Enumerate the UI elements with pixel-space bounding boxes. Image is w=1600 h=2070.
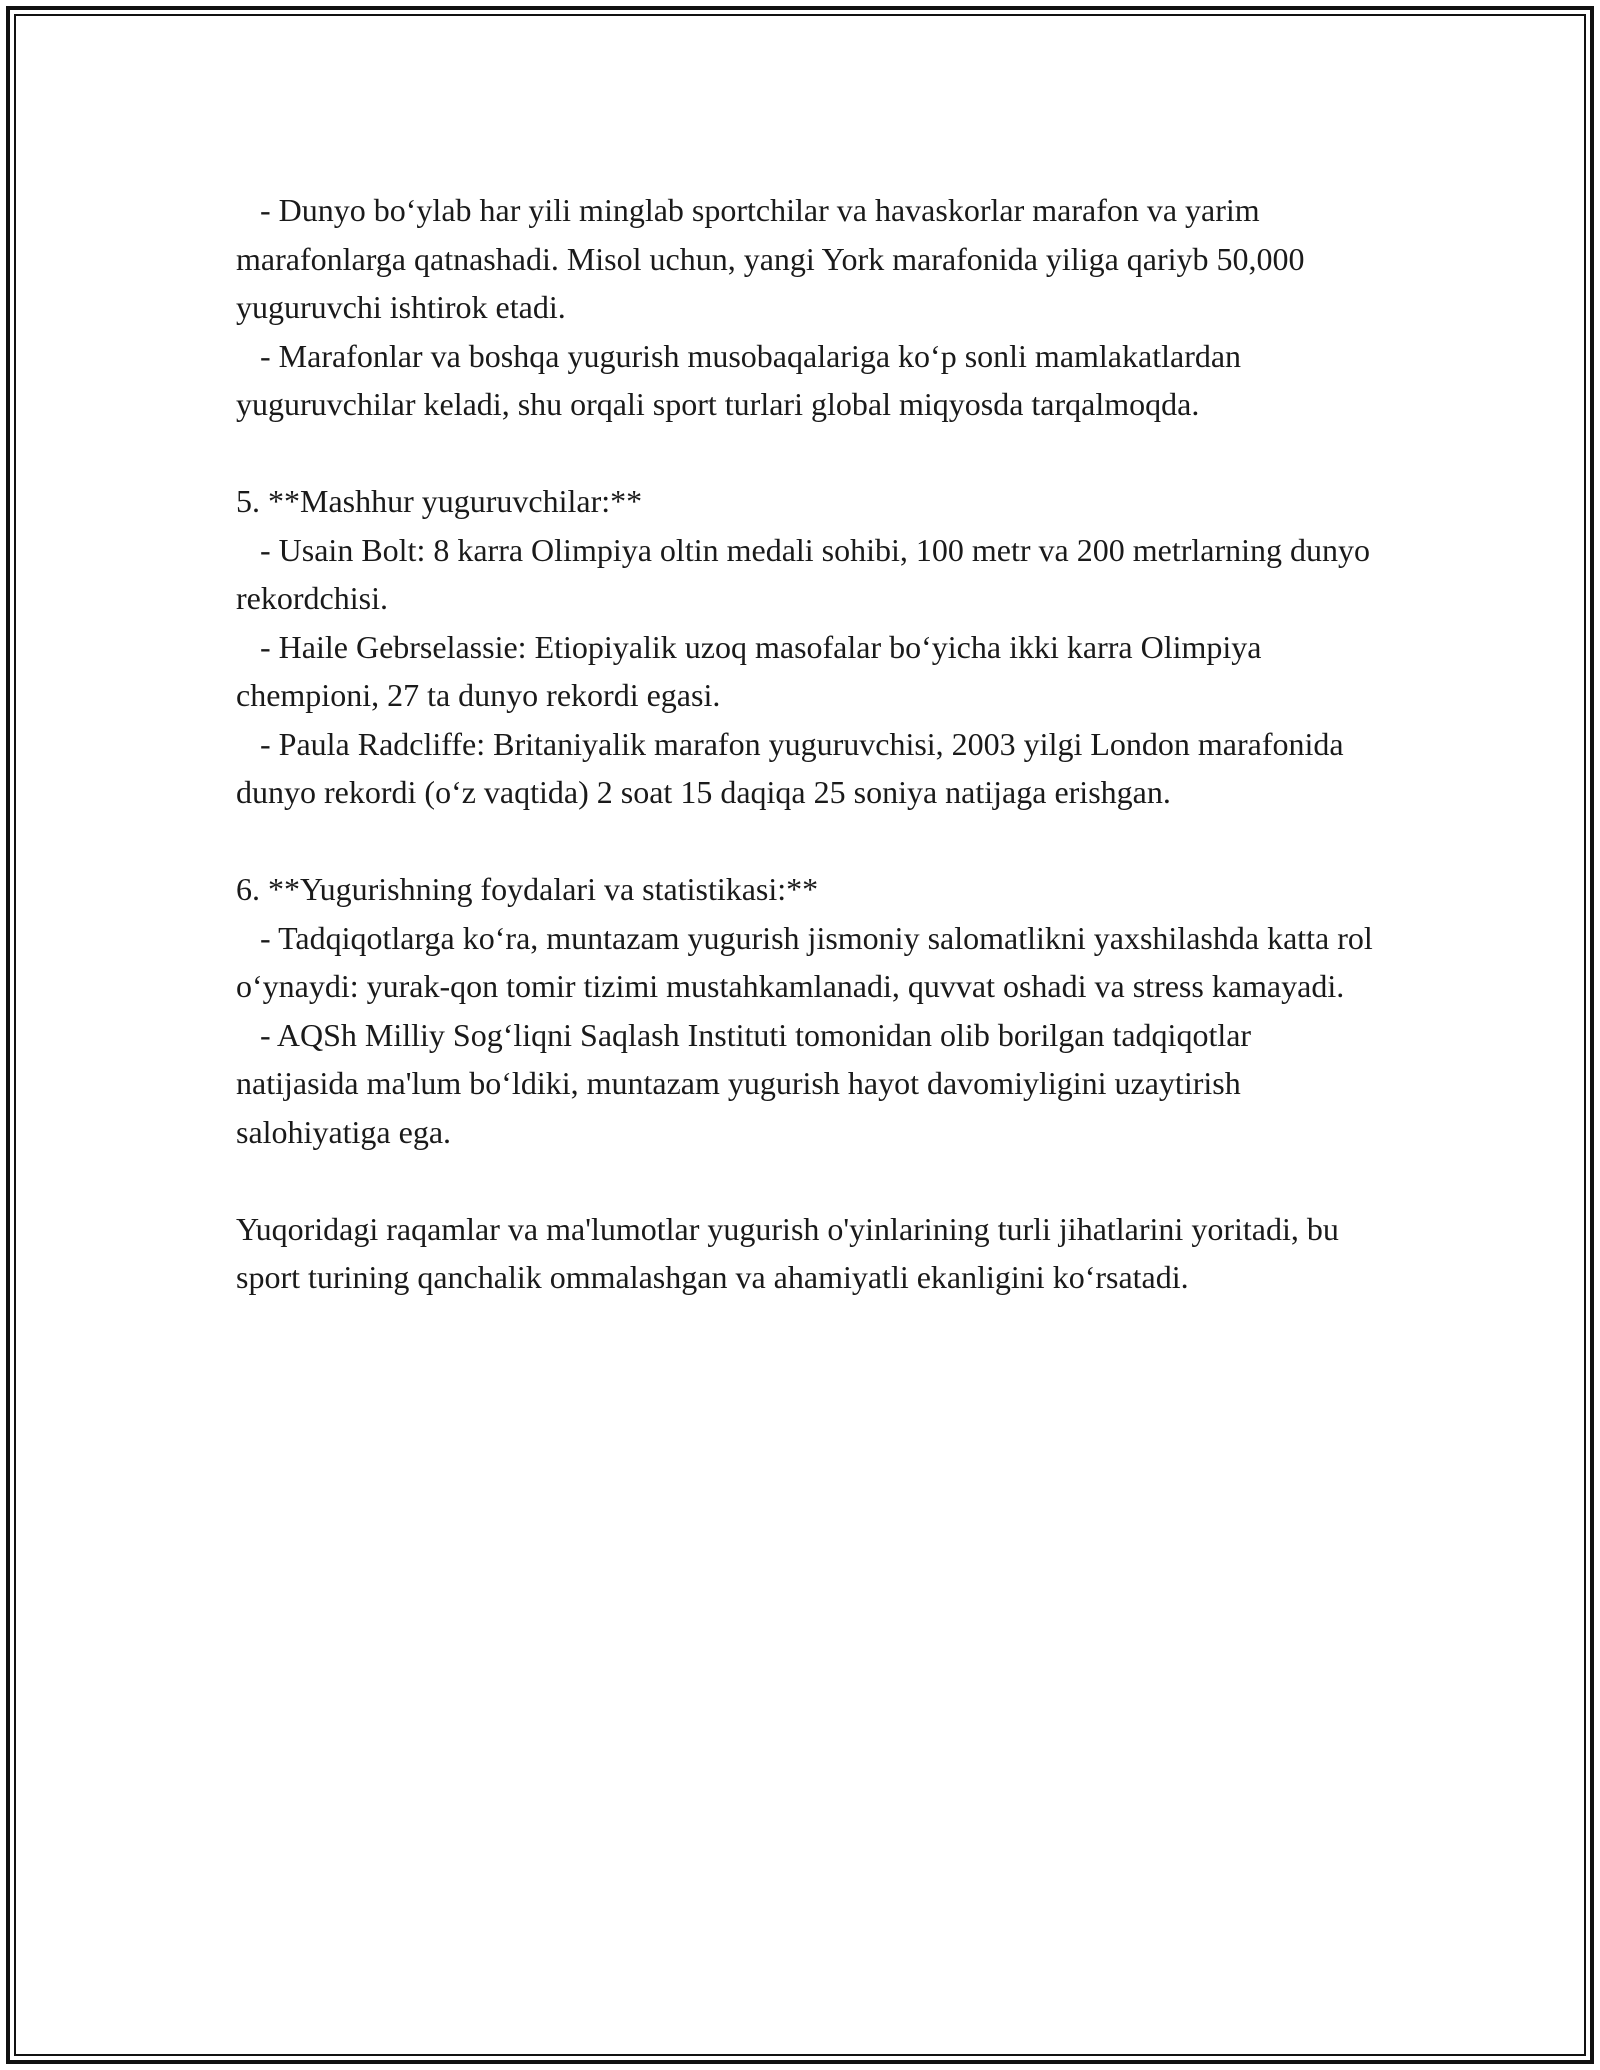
list-item-haile-gebrselassie: - Haile Gebrselassie: Etiopiyalik uzoq masofalar boʻyicha ikki karra Olimpiya chempioni, 27 ta dunyo rekordi egasi. [236,628,1270,713]
paragraph-spacer [236,429,1376,478]
list-item-health-research: - Tadqiqotlarga koʻra, muntazam yugurish jismoniy salomatlikni yaxshilashda katta rol oʻynaydi: yurak-qon tomir tizimi mustahkamlanadi, quvvat oshadi va stress kamayadi. [236,919,1381,1004]
document-body [236,186,1381,1302]
section-heading-famous-runners: 5. **Mashhur yuguruvchilar:** [236,483,643,519]
paragraph-marathon-global: - Marafonlar va boshqa yugurish musobaqalariga koʻp sonli mamlakatlardan yuguruvchilar keladi, shu orqali sport turlari global miqyosda tarqalmoqda. [236,337,1250,422]
paragraph-conclusion: Yuqoridagi raqamlar va ma'lumotlar yugurish o'yinlarining turli jihatlarini yoritadi, bu sport turining qanchalik ommalashgan va ahamiyatli ekanligini koʻrsatadi. [236,1210,1347,1295]
paragraph-spacer [236,817,1376,866]
paragraph-spacer [236,1156,1376,1205]
list-item-paula-radcliffe: - Paula Radcliffe: Britaniyalik marafon yuguruvchisi, 2003 yilgi London marafonida dunyo rekordi (oʻz vaqtida) 2 soat 15 daqiqa 25 soniya natijaga erishgan. [236,725,1352,810]
section-heading-benefits: 6. **Yugurishning foydalari va statistikasi:** [236,871,819,907]
list-item-usain-bolt: - Usain Bolt: 8 karra Olimpiya oltin medali sohibi, 100 metr va 200 metrlarning dunyo rekordchisi. [236,531,1379,616]
list-item-nih-research: - AQSh Milliy Sogʻliqni Saqlash Instituti tomonidan olib borilgan tadqiqotlar natijasida ma'lum boʻldiki, muntazam yugurish hayot davomiyligini uzaytirish salohiyatiga ega. [236,1016,1260,1150]
paragraph-marathon-participation: - Dunyo boʻylab har yili minglab sportchilar va havaskorlar marafon va yarim marafonlarga qatnashadi. Misol uchun, yangi York marafonida yiliga qariyb 50,000 yuguruvchi ishtirok etadi. [236,192,1313,325]
